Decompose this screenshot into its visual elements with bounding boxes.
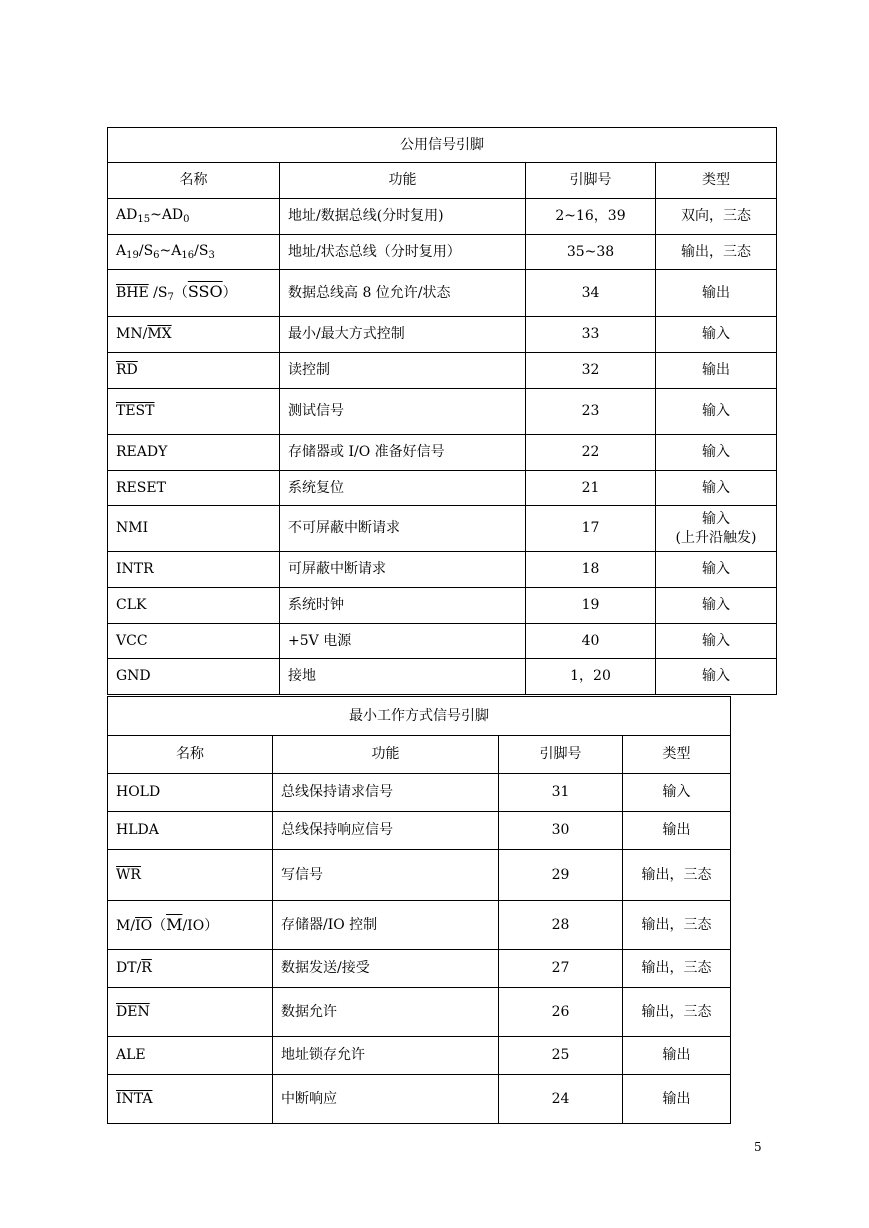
- pin-number: 35~38: [526, 235, 656, 270]
- header-type: 类型: [656, 163, 777, 199]
- signal-type: 输入: [656, 317, 777, 353]
- table-row: [108, 506, 777, 552]
- pin-number: 21: [526, 471, 656, 506]
- header-function: 功能: [280, 163, 526, 199]
- signal-type: 输入: [656, 471, 777, 506]
- signal-type: 输出，三态: [623, 850, 731, 901]
- pin-number: 22: [526, 435, 656, 471]
- header-type: 类型: [623, 736, 731, 774]
- pin-number: 34: [526, 270, 656, 317]
- signal-type: 双向，三态: [656, 199, 777, 235]
- signal-name: $\overline{RD}$: [108, 353, 280, 389]
- signal-name: ALE: [108, 1037, 273, 1075]
- signal-name: INTR: [108, 552, 280, 588]
- pin-number: 32: [526, 353, 656, 389]
- pin-number: 18: [526, 552, 656, 588]
- minimum-mode-signal-pins-table: [107, 696, 731, 1124]
- signal-name: $\overline{BHE}$ $/S_7(\overline{SSO})$: [108, 270, 280, 317]
- signal-name: READY: [108, 435, 280, 471]
- signal-type: 输出，三态: [656, 235, 777, 270]
- signal-type: 输入: [623, 774, 731, 812]
- table-row: [108, 552, 777, 588]
- page-number: 5: [754, 1140, 762, 1154]
- table-row: [108, 199, 777, 235]
- table-row: [108, 624, 777, 659]
- table-row: [108, 235, 777, 270]
- signal-type: 输出，三态: [623, 988, 731, 1037]
- signal-function: +5V 电源: [280, 624, 526, 659]
- header-name: 名称: [108, 163, 280, 199]
- signal-type: 输出: [623, 1037, 731, 1075]
- pin-number: 40: [526, 624, 656, 659]
- signal-name: INTA: [108, 1075, 273, 1124]
- signal-function: 总线保持响应信号: [273, 812, 499, 850]
- signal-name: HLDA: [108, 812, 273, 850]
- table-row: [108, 1037, 731, 1075]
- signal-function: 最小/最大方式控制: [280, 317, 526, 353]
- table-row: [108, 774, 731, 812]
- signal-type: 输入: [656, 659, 777, 695]
- signal-function: 数据发送/接受: [273, 950, 499, 988]
- signal-type: 输入 (上升沿触发): [656, 506, 777, 552]
- signal-name: HOLD: [108, 774, 273, 812]
- table-title: 最小工作方式信号引脚: [108, 697, 731, 736]
- signal-name: $A_{19}/S_6\sim A_{16}/S_3$: [108, 235, 280, 270]
- signal-function: 数据总线高 8 位允许/状态: [280, 270, 526, 317]
- pin-number: 19: [526, 588, 656, 624]
- pin-number: 23: [526, 389, 656, 435]
- signal-function: 读控制: [280, 353, 526, 389]
- signal-name: RESET: [108, 471, 280, 506]
- table-row: [108, 588, 777, 624]
- pin-number: 29: [499, 850, 623, 901]
- signal-name: GND: [108, 659, 280, 695]
- signal-type: 输出: [623, 1075, 731, 1124]
- pin-number: 26: [499, 988, 623, 1037]
- type-note: (上升沿触发): [675, 529, 757, 546]
- signal-function: 系统时钟: [280, 588, 526, 624]
- pin-number: 33: [526, 317, 656, 353]
- signal-function: 地址锁存允许: [273, 1037, 499, 1075]
- table-row: [108, 389, 777, 435]
- table-row: [108, 1075, 731, 1124]
- signal-name: $AD_{15}\sim AD_0$: [108, 199, 280, 235]
- signal-name: $\overline{DEN}$: [108, 988, 273, 1037]
- header-function: 功能: [273, 736, 499, 774]
- signal-type: 输出，三态: [623, 901, 731, 950]
- pin-number: 25: [499, 1037, 623, 1075]
- signal-type: 输入: [656, 588, 777, 624]
- signal-function: 可屏蔽中断请求: [280, 552, 526, 588]
- signal-function: 中断响应: [273, 1075, 499, 1124]
- signal-name: TEST: [108, 389, 280, 435]
- signal-name: $\overline{WR}$: [108, 850, 273, 901]
- pin-number: 2~16，39: [526, 199, 656, 235]
- table-row: [108, 317, 777, 353]
- table-row: [108, 659, 777, 695]
- table-title: 公用信号引脚: [108, 128, 777, 163]
- table-row: [108, 901, 731, 950]
- signal-function: 存储器/IO 控制: [273, 901, 499, 950]
- signal-name: NMI: [108, 506, 280, 552]
- signal-function: 地址/状态总线（分时复用）: [280, 235, 526, 270]
- table-row: [108, 435, 777, 471]
- pin-number: 24: [499, 1075, 623, 1124]
- signal-name: $M/\overline{IO}(\overline{M}/IO)$: [108, 901, 273, 950]
- header-pin: 引脚号: [499, 736, 623, 774]
- signal-function: 写信号: [273, 850, 499, 901]
- header-pin: 引脚号: [526, 163, 656, 199]
- table-row: [108, 812, 731, 850]
- signal-function: 数据允许: [273, 988, 499, 1037]
- signal-function: 接地: [280, 659, 526, 695]
- signal-function: 地址/数据总线(分时复用): [280, 199, 526, 235]
- header-name: 名称: [108, 736, 273, 774]
- signal-function: 存储器或 I/O 准备好信号: [280, 435, 526, 471]
- signal-function: 系统复位: [280, 471, 526, 506]
- signal-function: 测试信号: [280, 389, 526, 435]
- signal-name: CLK: [108, 588, 280, 624]
- pin-number: 30: [499, 812, 623, 850]
- signal-function: 不可屏蔽中断请求: [280, 506, 526, 552]
- pin-number: 1，20: [526, 659, 656, 695]
- signal-type: 输入: [656, 389, 777, 435]
- signal-type: 输出: [656, 353, 777, 389]
- signal-name: $MN/\overline{MX}$: [108, 317, 280, 353]
- signal-type: 输入: [656, 624, 777, 659]
- table-row: [108, 353, 777, 389]
- table-row: [108, 471, 777, 506]
- signal-type: 输入: [656, 552, 777, 588]
- signal-type: 输出: [656, 270, 777, 317]
- signal-function: 总线保持请求信号: [273, 774, 499, 812]
- pin-number: 17: [526, 506, 656, 552]
- signal-type: 输出，三态: [623, 950, 731, 988]
- table-row: [108, 270, 777, 317]
- common-signal-pins-table: [107, 127, 777, 695]
- table-row: [108, 988, 731, 1037]
- table-row: [108, 950, 731, 988]
- signal-type: 输出: [623, 812, 731, 850]
- signal-name: VCC: [108, 624, 280, 659]
- signal-type: 输入: [656, 435, 777, 471]
- pin-number: 31: [499, 774, 623, 812]
- pin-number: 28: [499, 901, 623, 950]
- table-row: [108, 850, 731, 901]
- pin-number: 27: [499, 950, 623, 988]
- signal-name: $DT/\overline{R}$: [108, 950, 273, 988]
